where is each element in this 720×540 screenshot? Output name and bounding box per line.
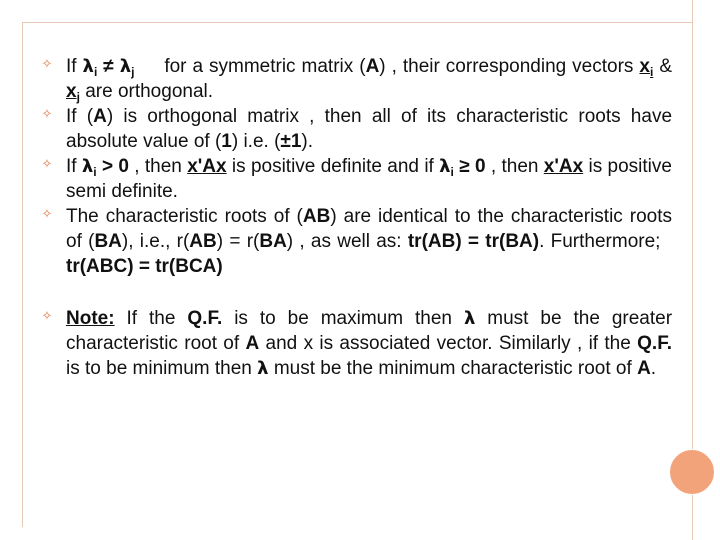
slide-content xyxy=(40,54,672,381)
bullet-star-icon xyxy=(40,158,54,172)
trace-equation: tr(ABC) = tr(BCA) xyxy=(66,256,223,277)
note-label: Note: xyxy=(66,308,115,329)
matrix-ab: AB xyxy=(189,231,217,252)
text: is positive semi definite. xyxy=(66,156,672,202)
text: ) , their corresponding vectors xyxy=(379,56,634,77)
bullet-star-icon xyxy=(40,208,54,222)
text: is to be maximum then xyxy=(234,308,452,329)
bullet-star-icon xyxy=(40,108,54,122)
gt-zero: > 0 xyxy=(101,156,129,177)
quadratic-form-abbrev: Q.F. xyxy=(187,308,223,329)
value-one: 1 xyxy=(221,131,232,152)
matrix-a: A xyxy=(245,333,260,354)
text: If xyxy=(66,156,77,177)
subscript-i: i xyxy=(93,65,98,79)
text: ) = r( xyxy=(216,231,260,252)
lambda-symbol: λ xyxy=(82,56,94,77)
text: & xyxy=(659,56,673,77)
text: ) i.e. ( xyxy=(231,131,281,152)
subscript-i: i xyxy=(93,165,97,179)
vector-x: x xyxy=(639,56,650,77)
text: ) are identical to the characteristic roots of ( xyxy=(66,206,672,252)
text: is positive definite and if xyxy=(231,156,434,177)
subscript-j: j xyxy=(76,90,80,104)
subscript-i: i xyxy=(650,65,654,79)
text: are orthogonal. xyxy=(85,81,214,102)
matrix-ba: BA xyxy=(259,231,287,252)
matrix-a: A xyxy=(93,106,107,127)
list-item xyxy=(40,306,672,381)
neq-symbol: ≠ xyxy=(103,56,114,77)
list-item xyxy=(40,104,672,154)
matrix-ba: BA xyxy=(94,231,122,252)
matrix-a: A xyxy=(365,56,380,77)
text: is to be minimum then xyxy=(66,358,252,379)
subscript-i: i xyxy=(450,165,454,179)
text: . xyxy=(650,358,657,379)
list-item xyxy=(40,204,672,279)
frame-left-line xyxy=(22,22,23,527)
text: and x is associated vector. Similarly , if the xyxy=(265,333,631,354)
list-item xyxy=(40,154,672,204)
ge-zero: ≥ 0 xyxy=(459,156,486,177)
subscript-j: j xyxy=(131,65,135,79)
list-item xyxy=(40,54,672,104)
text: If xyxy=(66,56,77,77)
text: If the xyxy=(126,308,176,329)
quadratic-form: x'Ax xyxy=(543,156,584,177)
lambda-symbol: λ xyxy=(257,358,269,379)
matrix-a: A xyxy=(637,358,651,379)
lambda-symbol: λ xyxy=(81,156,94,177)
bullet-star-icon xyxy=(40,58,54,72)
vector-x: x xyxy=(66,81,77,102)
text: ). xyxy=(301,131,314,152)
text: for a symmetric matrix ( xyxy=(164,56,366,77)
text: . Furthermore; xyxy=(539,231,661,252)
trace-equation: tr(AB) = tr(BA) xyxy=(407,231,540,252)
lambda-symbol: λ xyxy=(119,56,132,77)
lambda-symbol: λ xyxy=(463,308,476,329)
text: ) , as well as: xyxy=(286,231,402,252)
quadratic-form: x'Ax xyxy=(187,156,227,177)
lambda-symbol: λ xyxy=(439,156,451,177)
frame-top-line xyxy=(22,22,692,23)
bullet-star-icon xyxy=(40,310,54,324)
accent-circle xyxy=(669,449,715,495)
text: , then xyxy=(490,156,539,177)
text: must be the greater characteristic root of xyxy=(66,308,673,354)
value-plus-minus-one: ±1 xyxy=(280,131,302,152)
quadratic-form-abbrev: Q.F. xyxy=(637,333,672,354)
text: ), i.e., r( xyxy=(121,231,190,252)
text: must be the minimum characteristic root of xyxy=(273,358,632,379)
text: , then xyxy=(134,156,182,177)
text: ) is orthogonal matrix , then all of its characteristic roots have absolute value of ( xyxy=(66,106,673,152)
text: If ( xyxy=(66,106,94,127)
text: The characteristic roots of ( xyxy=(66,206,303,227)
matrix-ab: AB xyxy=(302,206,331,227)
